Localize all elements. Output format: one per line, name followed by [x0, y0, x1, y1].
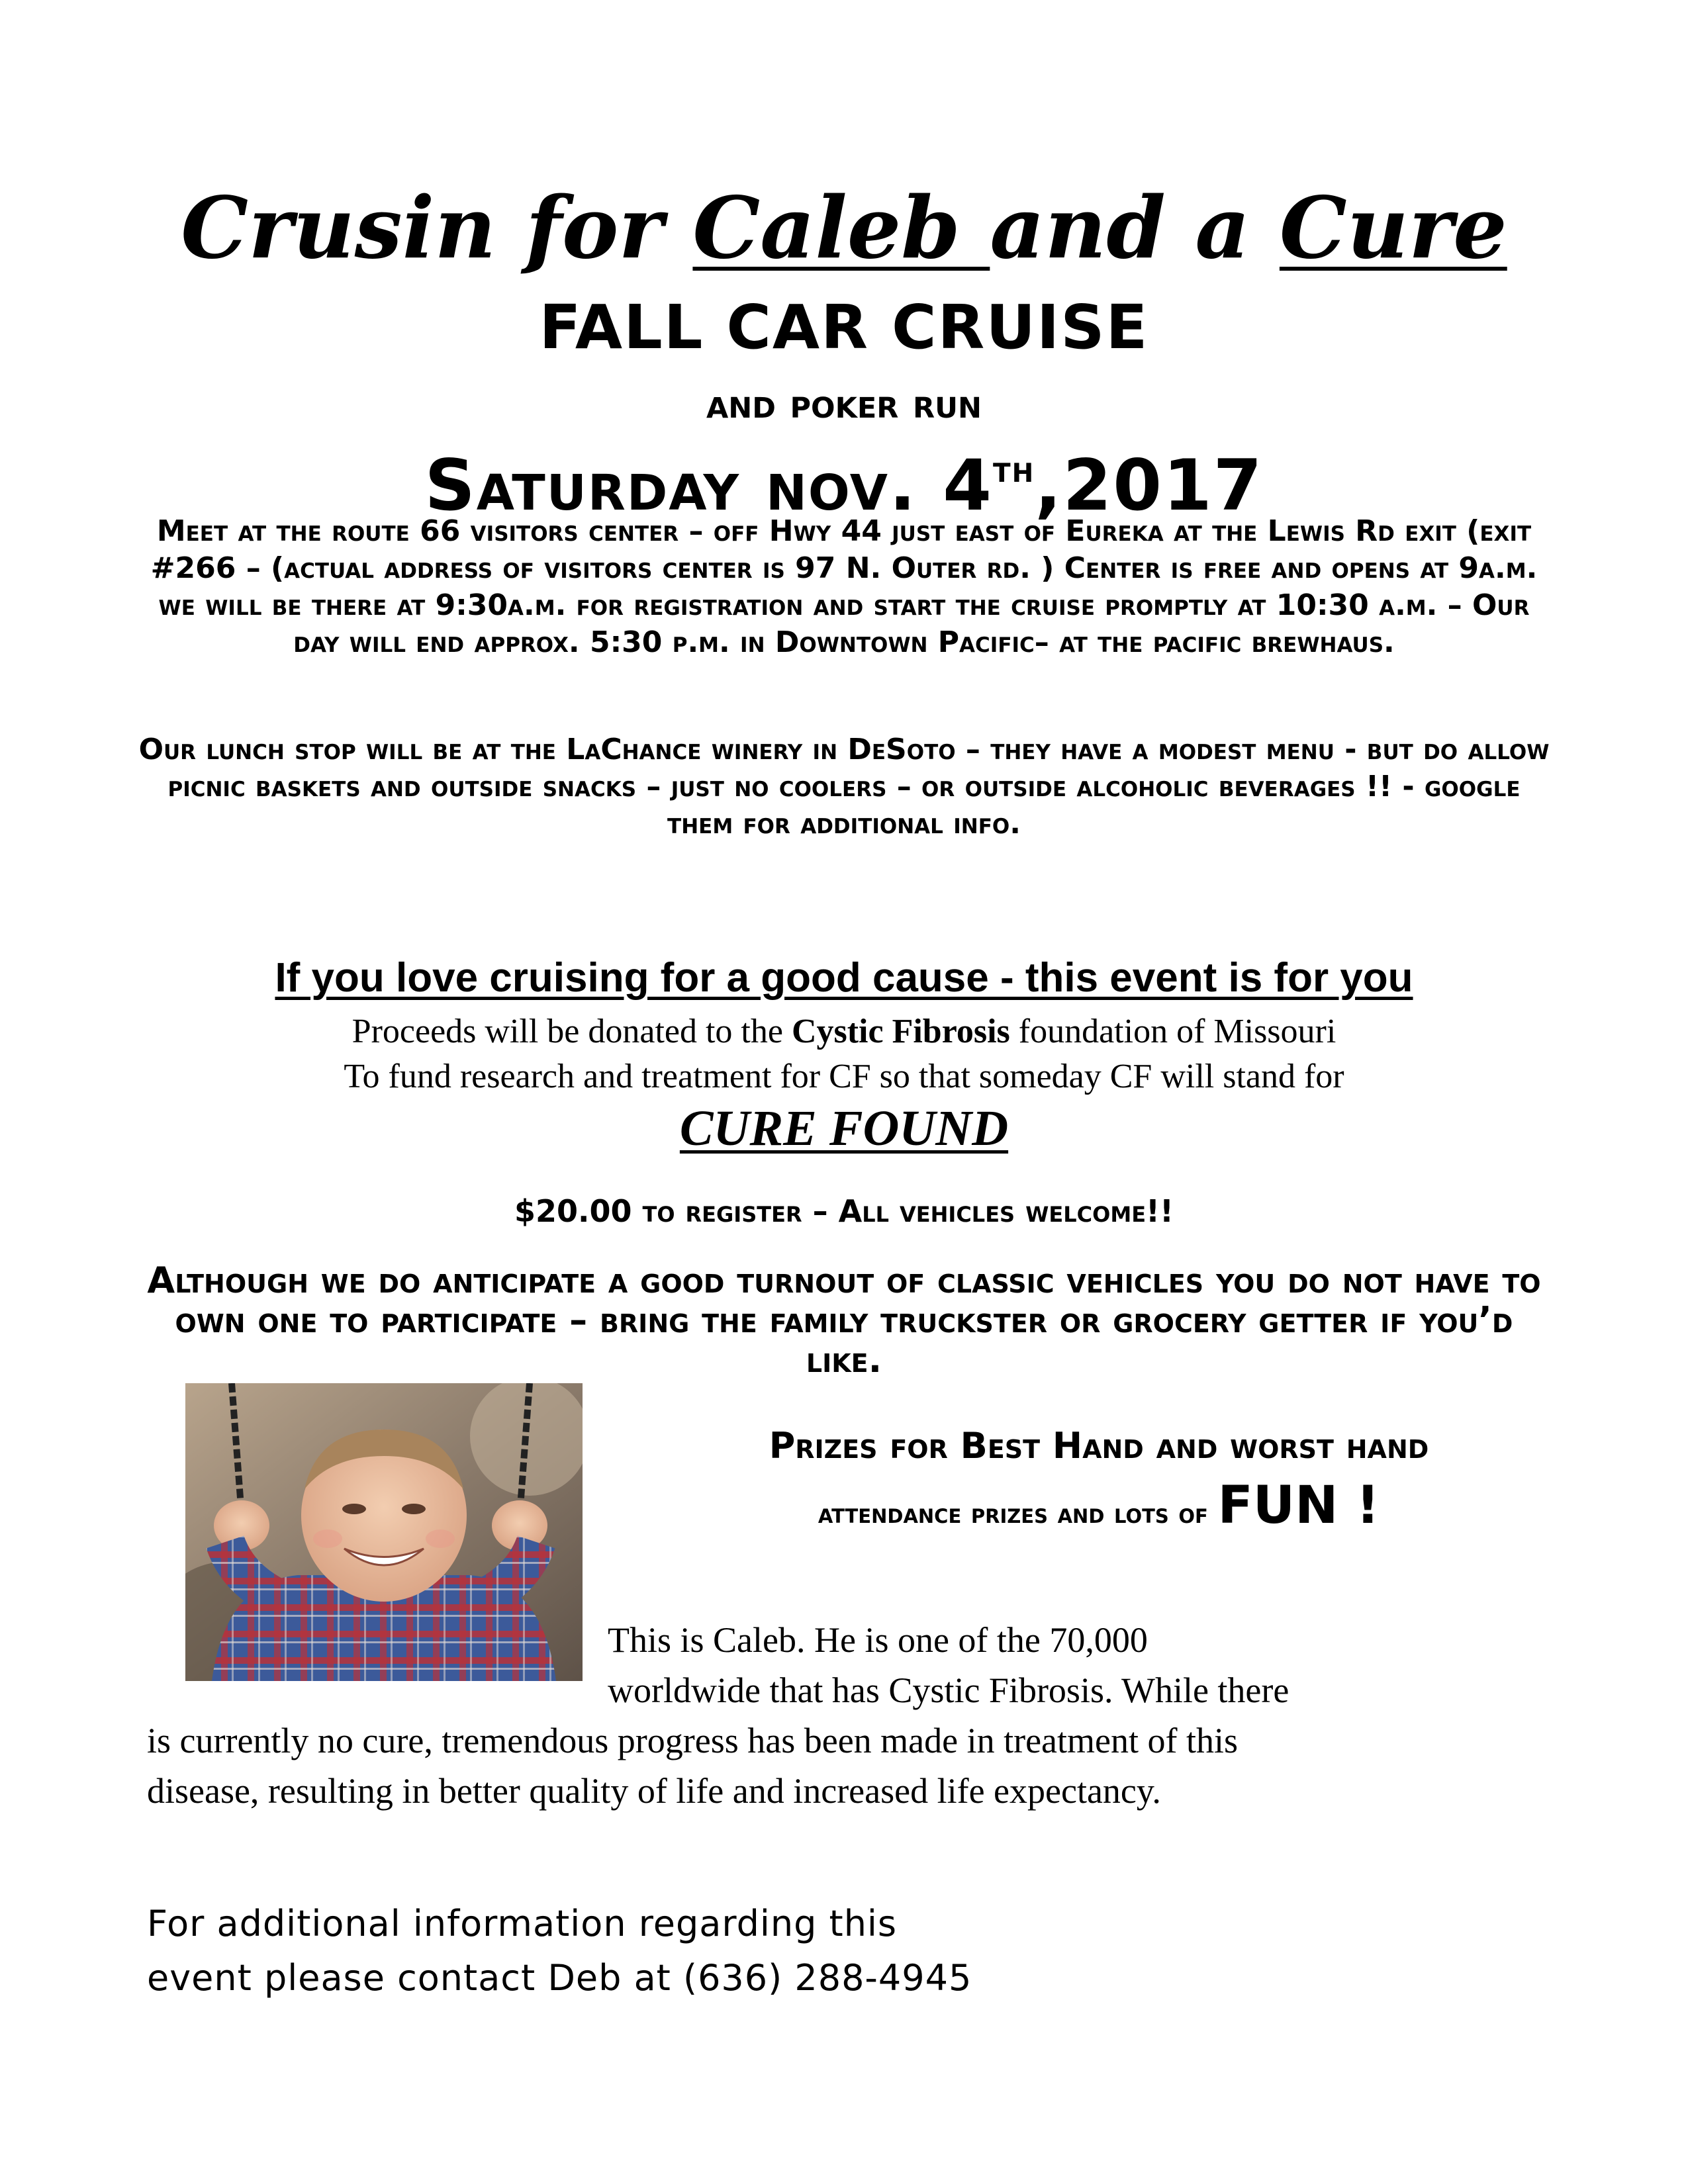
lunch-paragraph: Our lunch stop will be at the LaChance winery in DeSoto – they have a modest menu - but do allow picnic baskets and outside snacks – just no coolers – or outside alcoholic beverages !! - google them for additional info.	[138, 733, 1550, 841]
contact-line-2: event please contact Deb at (636) 288-4945	[147, 1957, 972, 1999]
research-line: To fund research and treatment for CF so that someday CF will stand for	[344, 1058, 1344, 1095]
title-cure: Cure	[1279, 179, 1507, 278]
proceeds-cystic-fibrosis: Cystic Fibrosis	[791, 1013, 1010, 1050]
caleb-photo-image	[185, 1383, 583, 1681]
proceeds-before: Proceeds will be donated to the	[352, 1013, 792, 1050]
meeting-paragraph: Meet at the route 66 visitors center – off Hwy 44 just east of Eureka at the Lewis Rd exit (exit #266 – (actual address of visitors center is 97 N. Outer rd. ) Center is free and opens at 9a.m. we will be there at 9:30a.m. for registration and start the cruise promptly at 10:30 a.m. – Our day will end approx. 5:30 p.m. in Downtown Pacific– at the pacific brewhaus.	[150, 514, 1538, 659]
contact-line-1: For additional information regarding this	[147, 1903, 898, 1944]
prizes-line: Prizes for Best Hand and worst hand	[769, 1425, 1429, 1467]
caleb-text-line-4: disease, resulting in better quality of life and increased life expectancy.	[147, 1771, 1161, 1811]
title-part-1: Crusin for	[181, 179, 693, 278]
event-title	[0, 175, 1688, 281]
proceeds-line	[0, 1009, 1688, 1054]
caleb-text-line-2: worldwide that has Cystic Fibrosis. While there	[608, 1670, 1289, 1710]
cure-found: CURE FOUND	[679, 1101, 1009, 1156]
cause-heading: If you love cruising for a good cause - this event is for you	[275, 955, 1413, 1001]
date-suffix: th	[993, 448, 1035, 491]
poker-run-line: and poker run	[706, 379, 982, 428]
registration-line: $20.00 to register – All vehicles welcome!!	[514, 1193, 1174, 1229]
caleb-text-line-1: This is Caleb. He is one of the 70,000	[608, 1620, 1148, 1660]
date-year: ,2017	[1035, 445, 1264, 526]
caleb-text-line-3: is currently no cure, tremendous progress has been made in treatment of this	[147, 1721, 1239, 1760]
proceeds-after: foundation of Missouri	[1009, 1013, 1336, 1050]
classic-vehicles-paragraph: Although we do anticipate a good turnout of classic vehicles you do not have to own one to participate – bring the family truckster or grocery getter if you’d like.	[147, 1259, 1541, 1381]
date-main: Saturday nov. 4	[424, 445, 994, 526]
attendance-prizes-text: attendance prizes and lots of	[818, 1497, 1218, 1529]
fun-text: FUN !	[1217, 1476, 1380, 1535]
caleb-photo	[185, 1383, 583, 1681]
title-part-3: and a	[990, 179, 1280, 278]
title-caleb: Caleb	[692, 179, 990, 278]
event-subtitle: FALL CAR CRUISE	[539, 292, 1149, 363]
attendance-prizes-line	[622, 1476, 1575, 1543]
